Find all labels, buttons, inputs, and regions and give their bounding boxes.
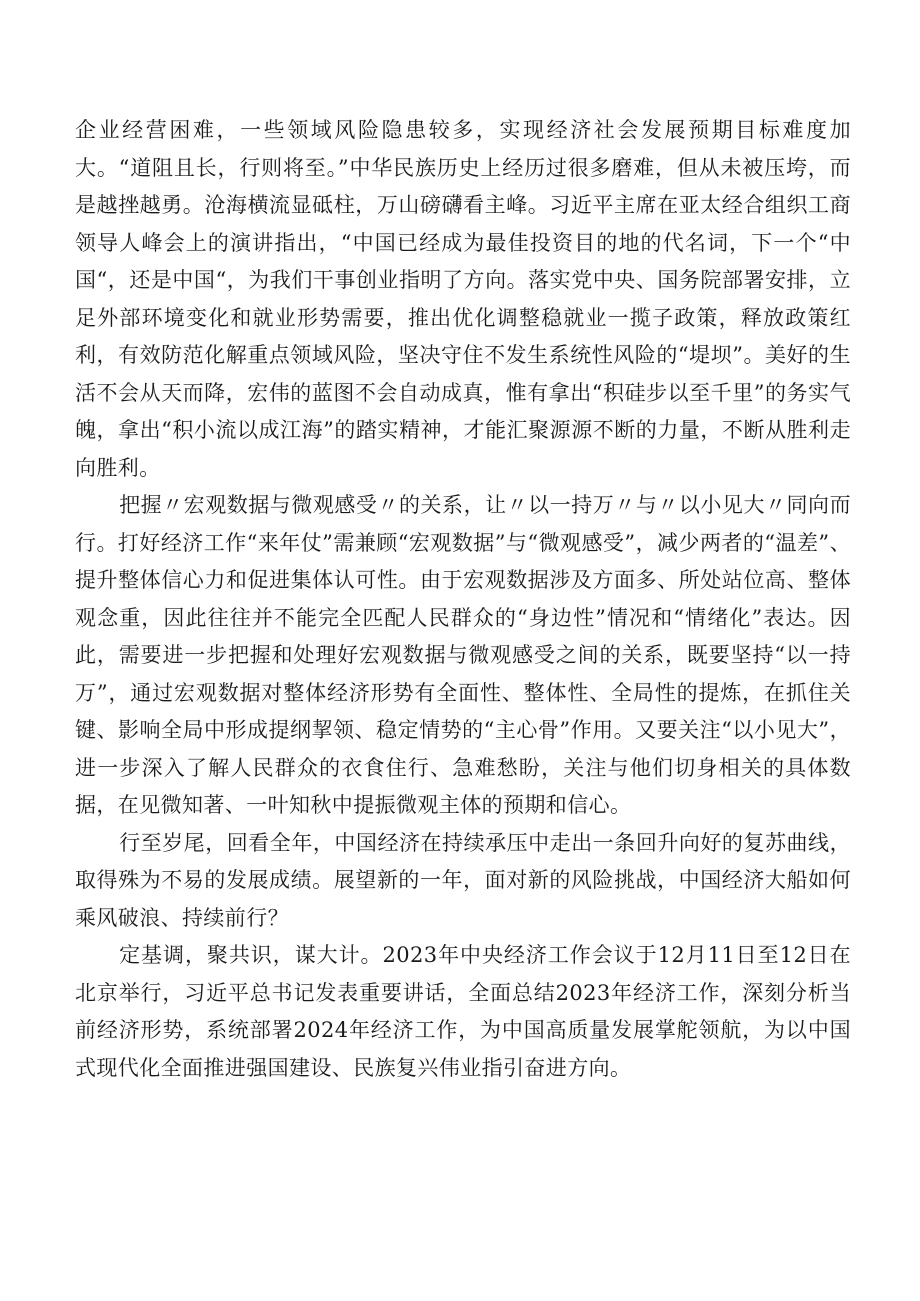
paragraph-3: 行至岁尾，回看全年，中国经济在持续承压中走出一条回升向好的复苏曲线，取得殊为不易的发展成绩。展望新的一年，面对新的风险挑战，中国经济大船如何乘风破浪、持续前行？ [75, 830, 851, 930]
document-body [75, 112, 851, 1087]
paragraph-4: 定基调，聚共识，谋大计。2023年中央经济工作会议于12月11日至12日在北京举行，习近平总书记发表重要讲话，全面总结2023年经济工作，深刻分析当前经济形势，系统部署2024年经济工作，为中国高质量发展掌舵领航，为以中国式现代化全面推进强国建设、民族复兴伟业指引奋进方向。 [75, 943, 851, 1080]
paragraph-2: 把握〃宏观数据与微观感受〃的关系，让〃以一持万〃与〃以小见大〃同向而行。打好经济工作“来年仗”需兼顾“宏观数据”与“微观感受”，减少两者的“温差”、提升整体信心力和促进集体认可性。由于宏观数据涉及方面多、所处站位高、整体观念重，因此往往并不能完全匹配人民群众的“身边性”情况和“情绪化”表达。因此，需要进一步把握和处理好宏观数据与微观感受之间的关系，既要坚持“以一持万”，通过宏观数据对整体经济形势有全面性、整体性、全局性的提炼，在抓住关键、影响全局中形成提纲挈领、稳定情势的“主心骨”作用。又要关注“以小见大”，进一步深入了解人民群众的衣食住行、急难愁盼，关注与他们切身相关的具体数据，在见微知著、一叶知秋中提振微观主体的预期和信心。 [75, 493, 851, 817]
paragraph-1: 企业经营困难，一些领域风险隐患较多，实现经济社会发展预期目标难度加大。“道阻且长，行则将至。”中华民族历史上经历过很多磨难，但从未被压垮，而是越挫越勇。沧海横流显砥柱，万山磅礴看主峰。习近平主席在亚太经合组织工商领导人峰会上的演讲指出，“中国已经成为最佳投资目的地的代名词，下一个“中国“，还是中国“，为我们干事创业指明了方向。落实党中央、国务院部署安排，立足外部环境变化和就业形势需要，推出优化调整稳就业一揽子政策，释放政策红利，有效防范化解重点领域风险，坚决守住不发生系统性风险的“堤坝”。美好的生活不会从天而降，宏伟的蓝图不会自动成真，惟有拿出“积硅步以至千里”的务实气魄，拿出“积小流以成江海”的踏实精神，才能汇聚源源不断的力量，不断从胜利走向胜利。 [75, 118, 851, 480]
